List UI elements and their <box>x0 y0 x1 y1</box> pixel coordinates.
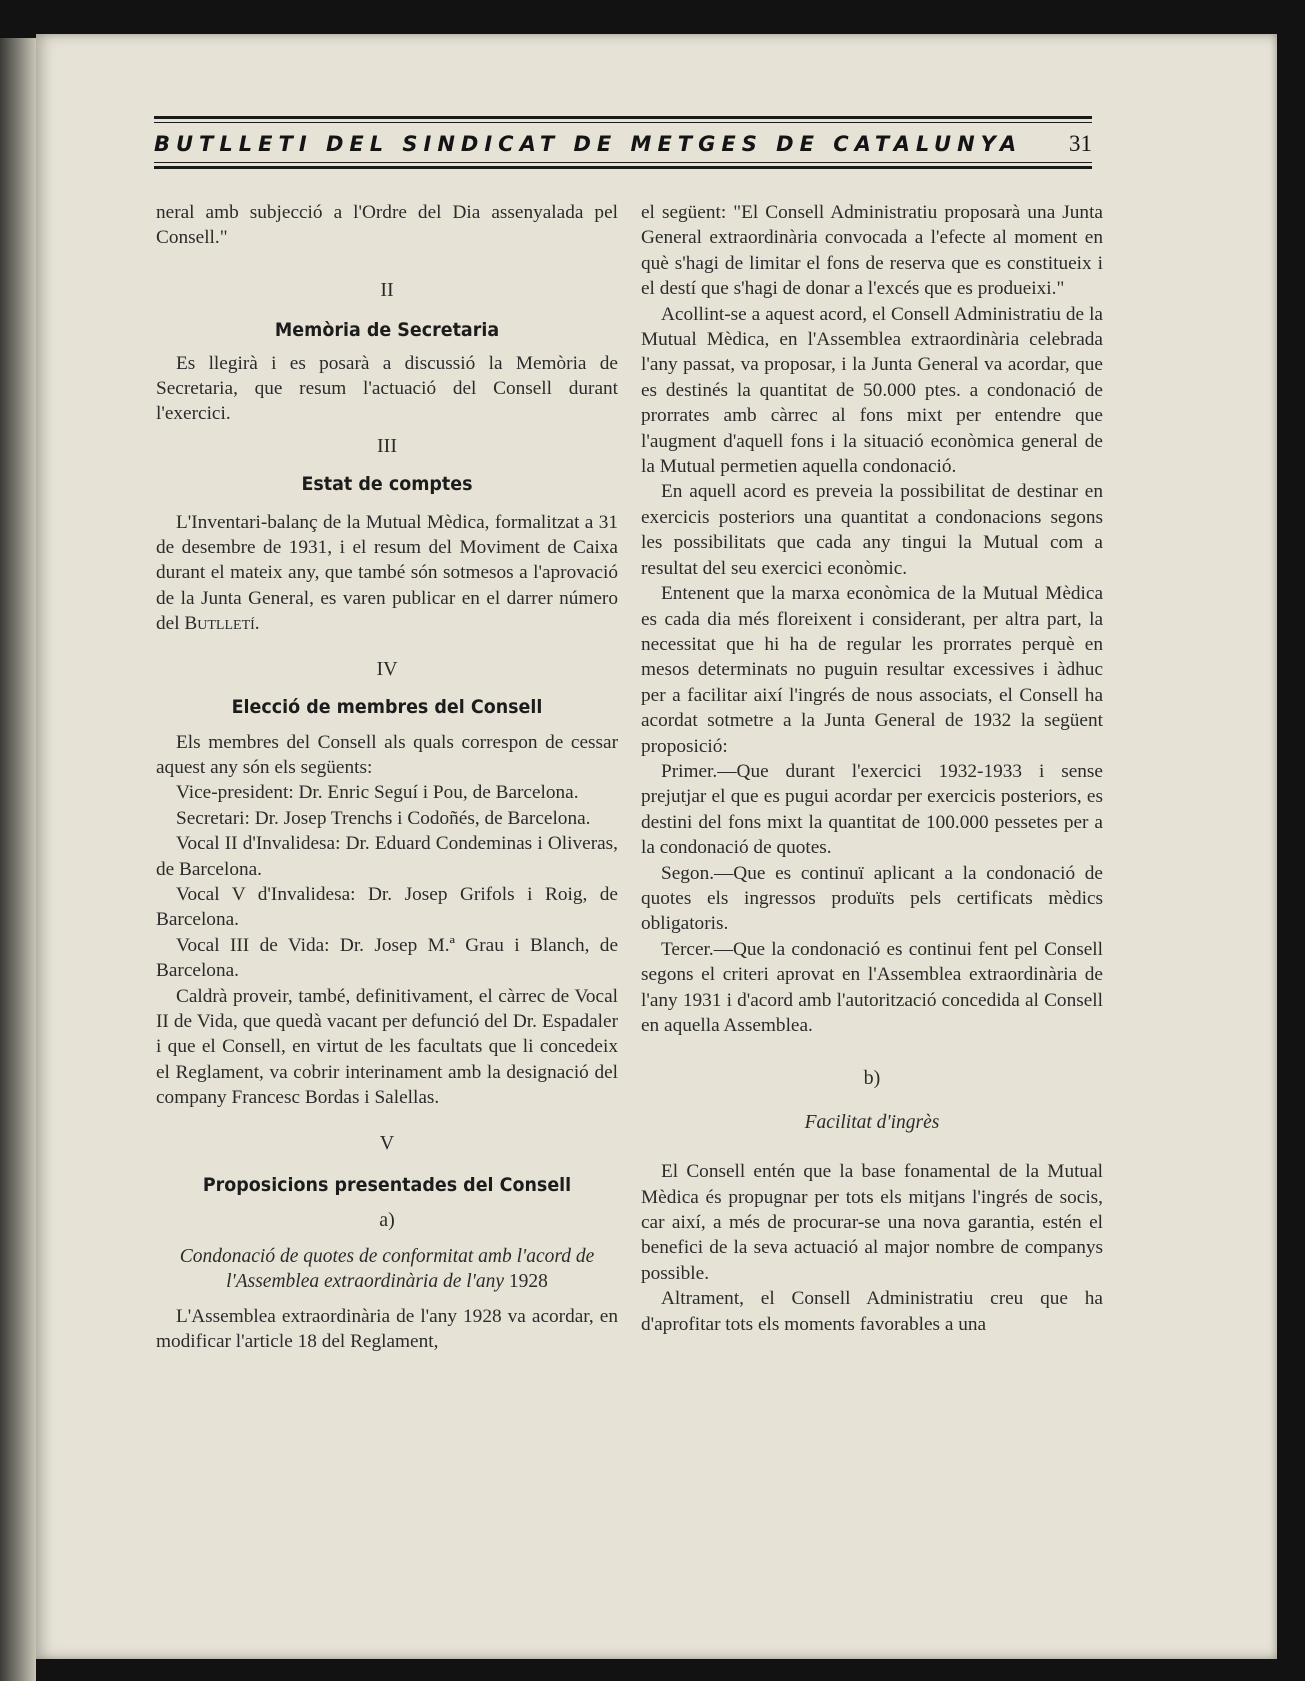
aquell-acord-paragraph: En aquell acord es preveia la possibilitat de destinar en exercicis posteriors una quantitat a condonacions segons les possibilitats que cada any tingui la Mutual com a resultat del seu exercici econòmic. <box>641 481 1103 579</box>
section-number-v: V <box>379 1131 395 1154</box>
header-top-rule-thin <box>154 122 1092 123</box>
header-bottom-rule-thin <box>154 162 1092 163</box>
subsection-a-year: 1928 <box>508 1271 548 1293</box>
left-column <box>156 200 618 1354</box>
section-heading-proposicions: Proposicions presentades del Consell <box>202 1174 572 1196</box>
eleccio-paragraph: Els membres del Consell als quals correspon de cessar aquest any són els següents: <box>156 731 618 778</box>
condonacio-paragraph: L'Assemblea extraordinària de l'any 1928 va acordar, en modificar l'article 18 del Reglament, <box>156 1305 618 1353</box>
page-number: 31 <box>1069 131 1092 156</box>
subsection-a-title <box>156 1244 618 1295</box>
entenent-paragraph: Entenent que la marxa econòmica de la Mutual Mèdica es cada dia més floreixent i considerant, per altra part, la necessitat que hi ha de regular les prorrates perquè en mesos determinats no puguin resultar excessives i àdhuc per a facilitar així l'ingrés de nous associats, el Consell ha acordat sotmetre a la Junta General de 1932 la següent proposició: <box>641 583 1103 757</box>
header-top-rule <box>154 116 1092 119</box>
subsection-a-title-text: Condonació de quotes de conformitat amb l'acord de l'Assemblea extraordinària de l'any <box>179 1245 595 1293</box>
section-heading-comptes: Estat de comptes <box>301 473 473 496</box>
acollint-paragraph: Acollint-se a aquest acord, el Consell Administratiu de la Mutual Mèdica, en l'Assemblea extraordinària celebrada l'any passat, va proposar, i la Junta General va acordar, que es destinés la quantitat de 50.000 ptes. a condonació de prorrates amb càrrec al fons mixt per entendre que l'augment d'aquell fons i la situació econòmica general de la Mutual permetien aquella condonació. <box>641 303 1103 478</box>
member-vocal-v-invalidesa: Vocal V d'Invalidesa: Dr. Josep Grifols i Roig, de Barcelona. <box>156 883 618 931</box>
member-vocal-iii-vida: Vocal III de Vida: Dr. Josep M.ª Grau i Blanch, de Barcelona. <box>156 934 618 982</box>
section-number-iv: IV <box>376 657 398 680</box>
subsection-a-label: a) <box>379 1209 395 1232</box>
comptes-paragraph <box>156 510 618 637</box>
journal-title: BUTLLETI DEL SINDICAT DE METGES DE CATALUNYA <box>154 132 1023 156</box>
section-heading-memoria: Memòria de Secretaria <box>274 319 500 342</box>
header-bottom-rule <box>154 166 1092 169</box>
intro-paragraph: neral amb subjecció a l'Ordre del Dia assenyalada pel Consell." <box>156 202 618 249</box>
member-vocal-ii-invalidesa: Vocal II d'Invalidesa: Dr. Eduard Condeminas i Oliveras, de Barcelona. <box>156 833 618 880</box>
vacancy-paragraph: Caldrà proveir, també, definitivament, el càrrec de Vocal II de Vida, que quedà vacant per defunció del Dr. Espadaler i que el Consell, en virtut de les facultats que li concedeix el Reglament, va cobrir interinament amb la designació del company Francesc Bordas i Salellas. <box>156 985 618 1109</box>
subsection-b-label: b) <box>863 1067 881 1090</box>
subsection-b-title: Facilitat d'ingrès <box>804 1111 940 1133</box>
comptes-text: L'Inventari-balanç de la Mutual Mèdica, formalitzat a 31 de desembre de 1931, i el resum del Moviment de Caixa durant el mateix any, que també són sotmesos a l'aprovació de la Junta General, es varen publicar en el darrer número del <box>156 511 618 635</box>
tercer-paragraph: Tercer.—Que la condonació es continui fent pel Consell segons el criteri aprovat en l'Assemblea extraordinària de l'any 1931 i d'acord amb l'autorització concedida al Consell en aquella Assemblea. <box>641 938 1103 1036</box>
segon-paragraph: Segon.—Que es continuï aplicant a la condonació de quotes els ingressos produïts pels certificats mèdics obligatoris. <box>641 862 1103 935</box>
altrament-paragraph: Altrament, el Consell Administratiu creu que ha d'aprofitar tots els moments favorables a una <box>641 1288 1103 1335</box>
ingres-paragraph: El Consell entén que la base fonamental de la Mutual Mèdica és propugnar per tots els mitjans l'ingrés de socis, car així, a més de procurar-se una nova garantia, estén el benefici de la seva actuació al major nombre de companys possible. <box>641 1161 1103 1284</box>
facing-page-edge <box>0 38 36 1681</box>
running-header <box>154 130 1092 158</box>
section-number-iii: III <box>377 434 397 457</box>
butlleti-ref: Butlletí. <box>184 613 260 635</box>
memoria-paragraph: Es llegirà i es posarà a discussió la Memòria de Secretaria, que resum l'actuació del Consell durant l'exercici. <box>156 352 618 425</box>
member-vice-president: Vice-president: Dr. Enric Seguí i Pou, de Barcelona. <box>176 782 579 804</box>
quote-paragraph: el següent: "El Consell Administratiu proposarà una Junta General extraordinària convocada a l'efecte al moment en què s'hagi de limitar el fons de reserva que es constitueix i el destí que s'hagi de donar a l'excés que es produeixi." <box>641 202 1103 300</box>
primer-paragraph: Primer.—Que durant l'exercici 1932-1933 i sense prejutjar el que es pugui acordar per exercicis posteriors, es destini del fons mixt la quantitat de 100.000 pessetes per a la condonació de quotes. <box>641 760 1103 859</box>
member-secretari: Secretari: Dr. Josep Trenchs i Codoñés, de Barcelona. <box>176 807 591 829</box>
section-number-ii: II <box>380 278 394 301</box>
section-heading-eleccio: Elecció de membres del Consell <box>231 696 543 719</box>
right-column <box>641 200 1103 1337</box>
